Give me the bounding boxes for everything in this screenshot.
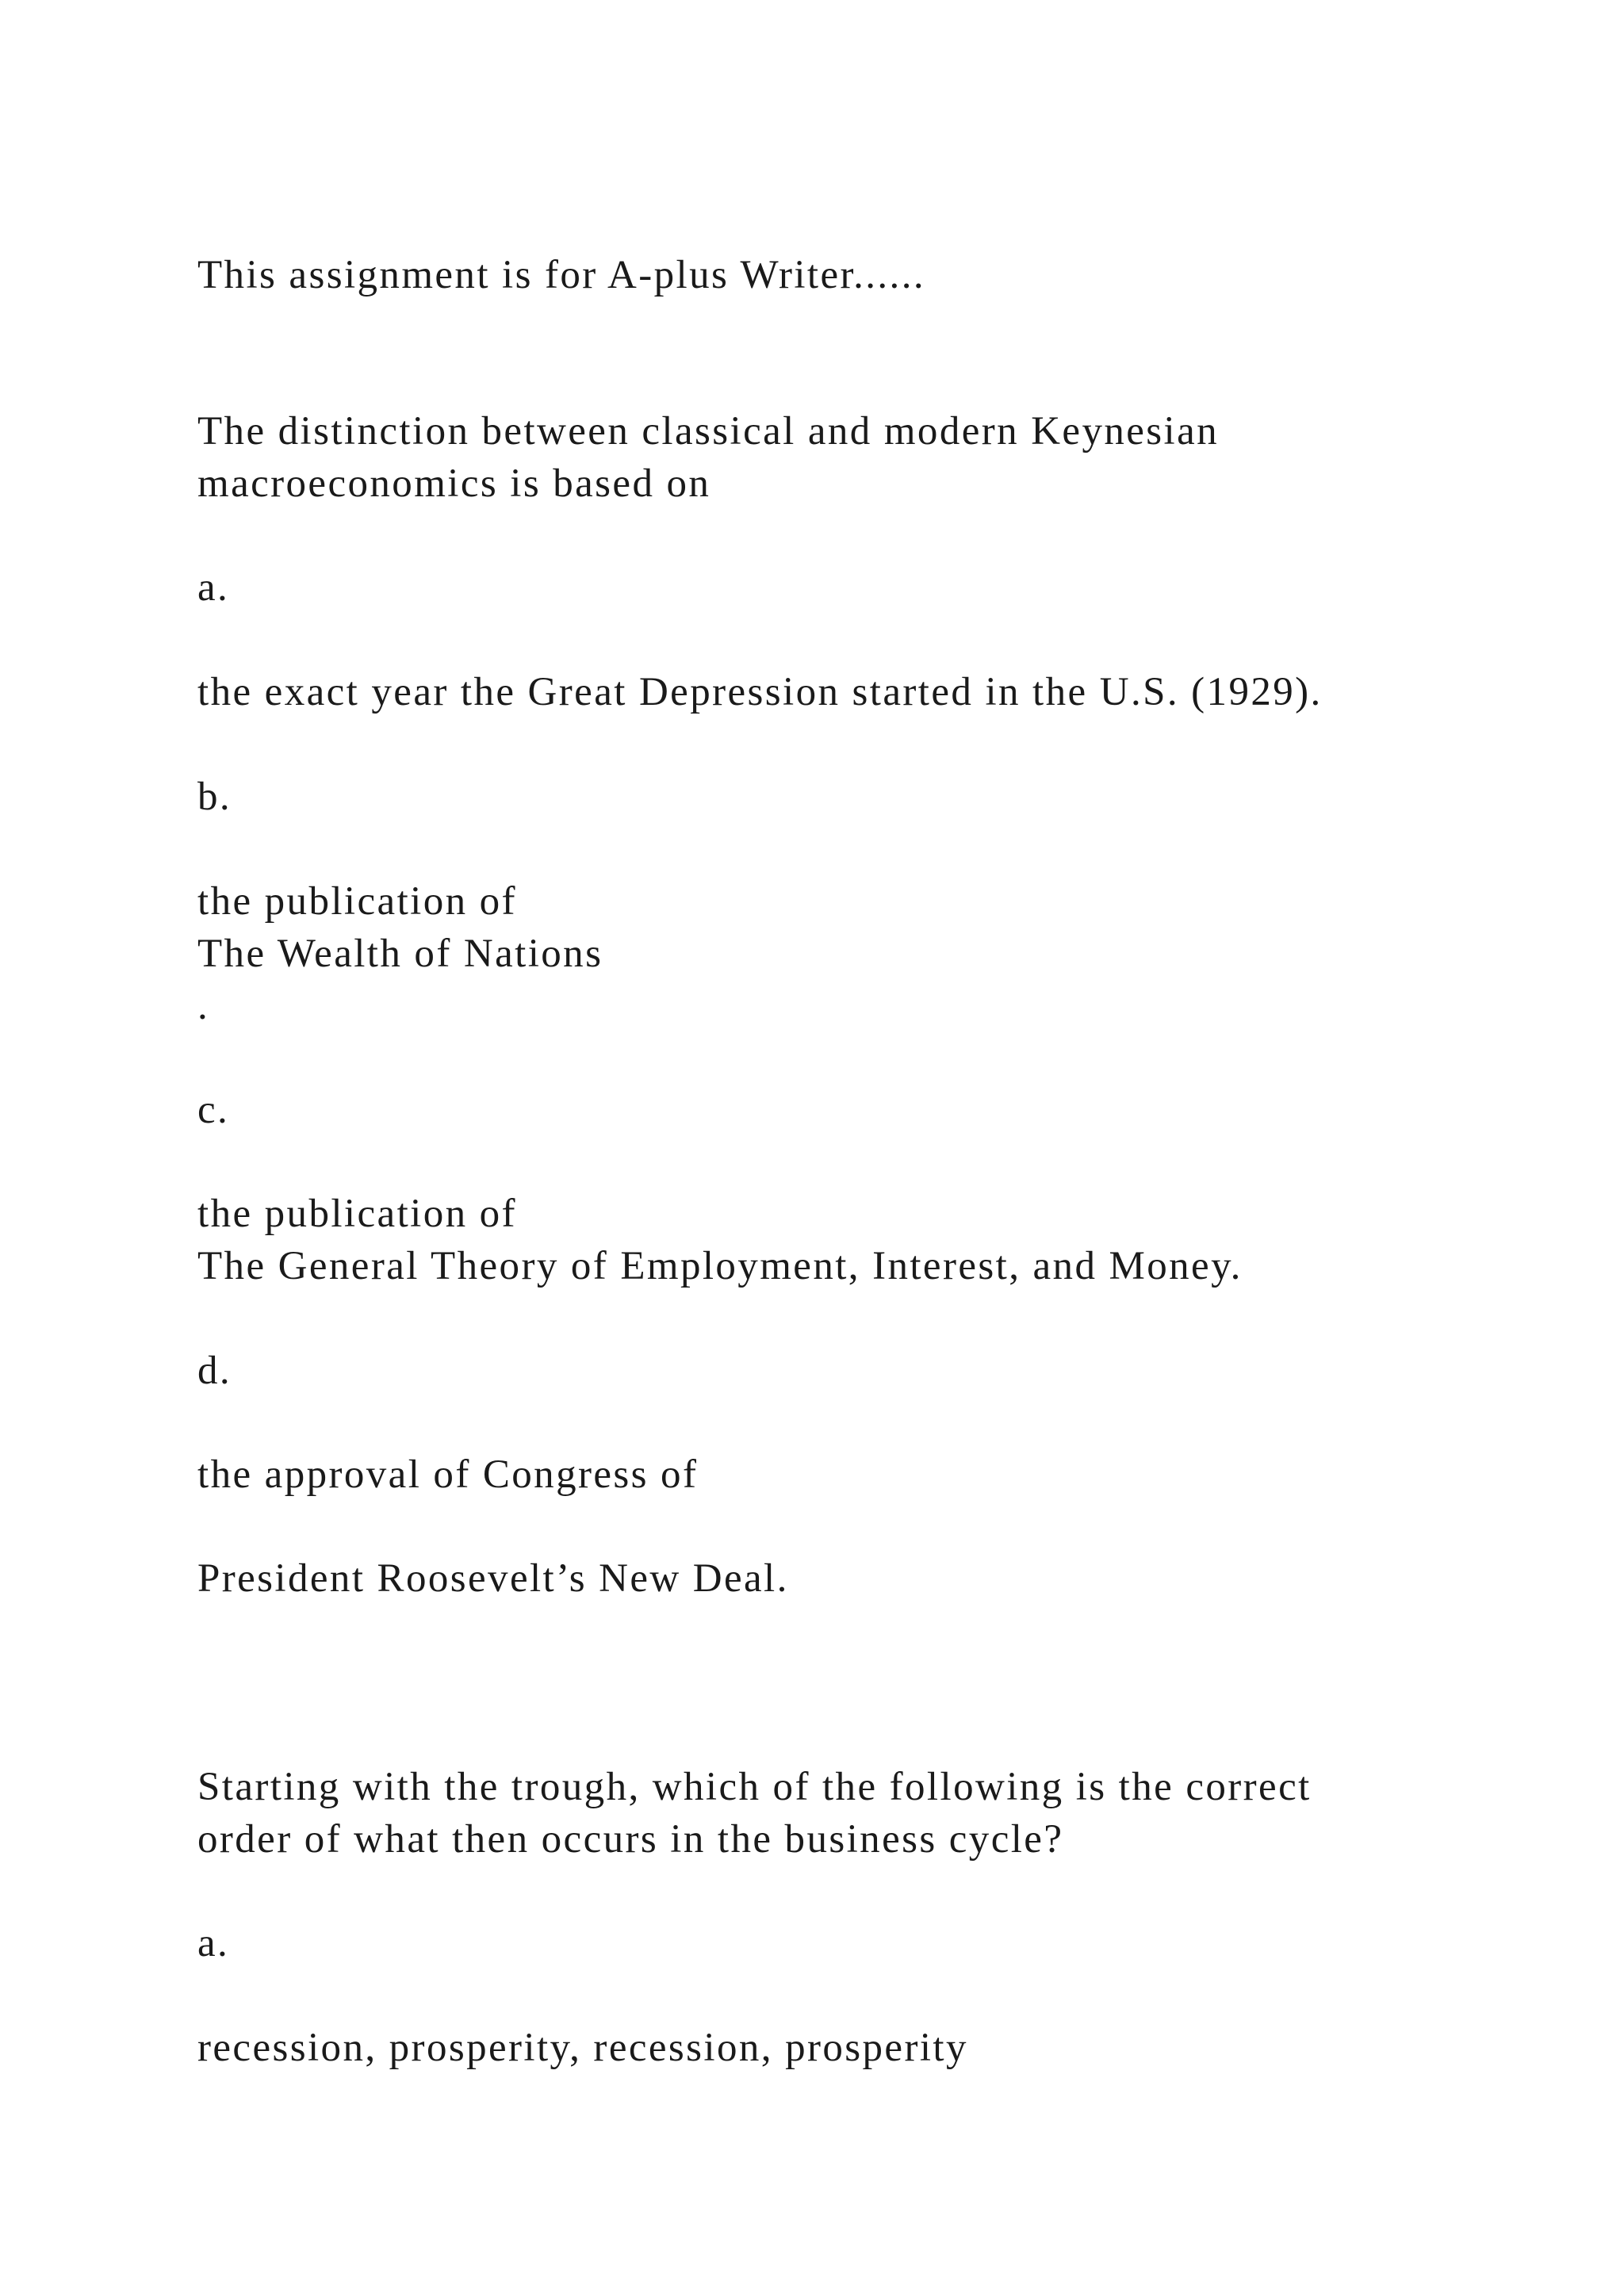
question-1-option-b-text-line-1: the publication of bbox=[197, 879, 517, 924]
assignment-intro: This assignment is for A-plus Writer...... bbox=[197, 253, 925, 297]
question-1-option-d-text-line-1: the approval of Congress of bbox=[197, 1452, 699, 1497]
question-1-stem-line-1: The distinction between classical and modern Keynesian bbox=[197, 409, 1220, 453]
question-1-option-c-text-line-2: The General Theory of Employment, Interest, and Money. bbox=[197, 1244, 1243, 1288]
question-1-option-b-text-line-3: . bbox=[197, 984, 210, 1028]
question-1-option-d-text-line-2: President Roosevelt’s New Deal. bbox=[197, 1556, 789, 1601]
question-1-option-c-text-line-1: the publication of bbox=[197, 1192, 517, 1236]
question-1-stem-line-2: macroeconomics is based on bbox=[197, 461, 711, 506]
question-2-option-a-letter: a. bbox=[197, 1921, 230, 1965]
question-1-option-c-letter: c. bbox=[197, 1088, 230, 1132]
question-2-stem-line-1: Starting with the trough, which of the following is the correct bbox=[197, 1765, 1312, 1809]
question-2-option-a-text: recession, prosperity, recession, prosperity bbox=[197, 2026, 968, 2070]
question-1-option-a-letter: a. bbox=[197, 565, 230, 610]
question-1-option-b-text-line-2: The Wealth of Nations bbox=[197, 932, 603, 976]
question-1-option-a-text: the exact year the Great Depression started in the U.S. (1929). bbox=[197, 670, 1323, 714]
question-1-option-b-letter: b. bbox=[197, 775, 232, 819]
question-1-option-d-letter: d. bbox=[197, 1349, 232, 1393]
question-2-stem-line-2: order of what then occurs in the business cycle? bbox=[197, 1817, 1064, 1862]
